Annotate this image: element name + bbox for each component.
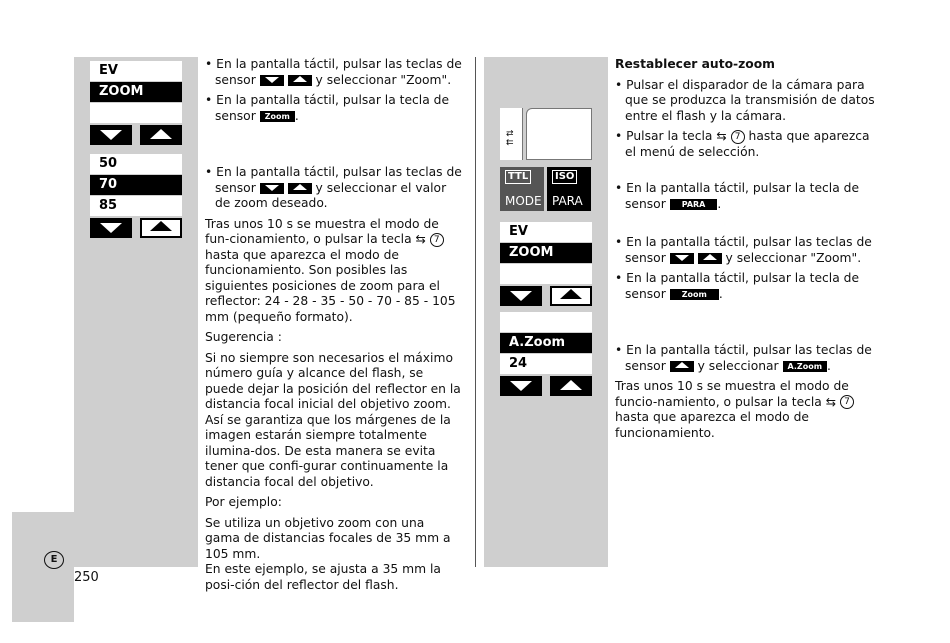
up-arrow-icon [150,221,172,231]
instruction-bullet: • En la pantalla táctil, pulsar las teclas de sensor y seleccionar A.Zoom . [615,343,872,373]
down-arrow-icon [100,223,122,233]
instruction-bullet: • En la pantalla táctil, pulsar la tecla de sensor Zoom . [615,271,860,301]
mode-switch-icon: ⇆ [825,394,837,409]
up-key-icon [288,183,312,194]
instruction-bullet: • En la pantalla táctil, pulsar las teclas de sensor y seleccionar el valor de zoom deseado. [205,165,462,210]
azoom-key: A.Zoom [783,361,828,372]
right-display-1 [500,222,592,312]
paragraph: Tras unos 10 s se muestra el modo de funcio-namiento, o pulsar la tecla ⇆ 7 hasta que aparezca el modo de funcionamiento. [615,379,877,441]
display-row-ev: EV [90,61,182,81]
section-heading: Restablecer auto-zoom [615,57,775,71]
zoom-value-85: 85 [90,196,182,216]
up-key-icon [698,253,722,264]
up-arrow-button[interactable] [550,376,592,396]
instruction-bullet: • En la pantalla táctil, pulsar la tecla de sensor PARA . [615,181,860,211]
up-key-icon [670,361,694,372]
down-arrow-button[interactable] [90,125,132,145]
up-arrow-button[interactable] [140,218,182,238]
iso-para-button[interactable] [547,167,591,211]
key-number-icon: 7 [731,130,745,144]
instruction-bullet: • En la pantalla táctil, pulsar las teclas de sensor y seleccionar "Zoom". [205,57,462,87]
up-arrow-icon [560,289,582,299]
flash-sensor-icon: ⇄ ⇇ [506,129,514,148]
flash-screen [526,108,592,160]
down-key-icon [260,75,284,86]
para-label: PARA [552,194,583,208]
down-arrow-icon [100,130,122,140]
down-arrow-icon [510,381,532,391]
display-row-ev: EV [500,222,592,242]
paragraph: Se utiliza un objetivo zoom con una gama de distancias focales de 35 mm a 105 mm. [205,515,451,561]
display-row-azoom: A.Zoom [500,333,592,353]
mode-label: MODE [505,194,542,208]
down-key-icon [260,183,284,194]
up-key-icon [288,75,312,86]
flash-screen-illustration [500,108,592,160]
paragraph: Tras unos 10 s se muestra el modo de fun-cionamiento, o pulsar la tecla ⇆ 7 hasta que aparezca el modo de funcionamiento. Son posibles las siguientes posiciones de zoom para el reflector: 24 - 28 - 35 - 50 - 70 - 85 - 105 mm (pequeño formato). [205,216,456,324]
mode-switch-icon: ⇆ [716,129,727,143]
paragraph: Por ejemplo: [205,495,282,509]
instruction-bullet: • En la pantalla táctil, pulsar las teclas de sensor y seleccionar "Zoom". [615,235,872,265]
zoom-value-70: 70 [90,175,182,195]
ttl-label: TTL [505,170,531,184]
left-display-2 [90,154,182,244]
display-row-zoom: ZOOM [90,82,182,102]
paragraph: En este ejemplo, se ajusta a 35 mm la posi-ción del reflector del flash. [205,562,441,592]
zoom-key: Zoom [260,111,295,122]
display-row-24: 24 [500,354,592,374]
right-text-column [615,57,877,446]
instruction-bullet: • Pulsar la tecla ⇆ 7 hasta que aparezca el menú de selección. [615,129,870,159]
display-row-blank [500,264,592,284]
ttl-mode-button[interactable] [500,167,544,211]
mode-switch-icon: ⇆ [415,232,426,246]
page-number: 250 [74,570,99,585]
up-arrow-icon [560,380,582,390]
down-arrow-button[interactable] [90,218,132,238]
middle-text-column [205,57,463,598]
zoom-key: Zoom [670,289,719,300]
key-number-icon: 7 [840,395,854,409]
up-arrow-button[interactable] [550,286,592,306]
key-number-icon: 7 [430,233,444,247]
display-row-blank [500,312,592,332]
language-tab [12,512,74,622]
para-key: PARA [670,199,718,210]
down-arrow-icon [510,291,532,301]
display-row-blank [90,103,182,123]
down-arrow-button[interactable] [500,286,542,306]
language-badge [44,551,64,569]
right-display-2 [500,312,592,402]
language-badge-text: E [50,554,58,565]
left-display-1 [90,61,182,161]
display-row-zoom: ZOOM [500,243,592,263]
iso-label: ISO [552,170,577,184]
zoom-value-50: 50 [90,154,182,174]
paragraph: Así se garantiza que los márgenes de la imagen estarán siempre totalmente ilumina-dos. De esta manera se evita tener que confi-gurar continuamente la distancia focal del objetivo. [205,412,451,489]
up-arrow-button[interactable] [140,125,182,145]
down-arrow-button[interactable] [500,376,542,396]
instruction-bullet: • Pulsar el disparador de la cámara para que se produzca la transmisión de datos entre el flash y la cámara. [615,77,875,123]
paragraph: Sugerencia : [205,330,282,344]
down-key-icon [670,253,694,264]
paragraph: Si no siempre son necesarios el máximo número guía y alcance del flash, se puede dejar la posición del reflector en la distancia focal inicial del objetivo zoom. [205,350,461,411]
flash-side-panel [500,108,523,160]
instruction-bullet: • En la pantalla táctil, pulsar la tecla de sensor Zoom . [205,93,450,123]
column-divider [475,57,476,567]
up-arrow-icon [150,129,172,139]
